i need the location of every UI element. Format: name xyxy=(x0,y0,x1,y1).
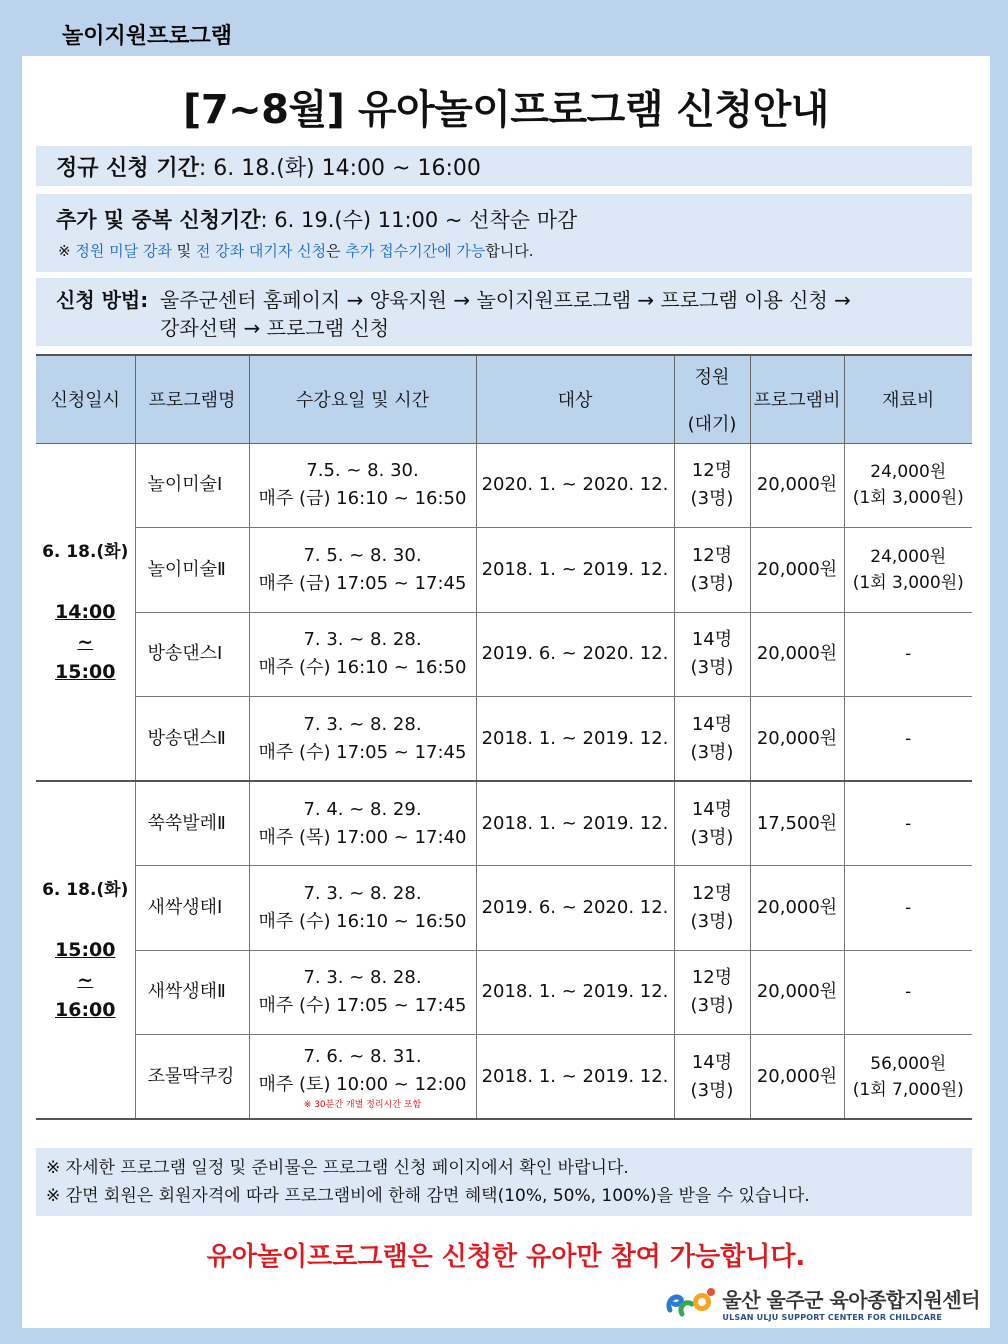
program-name: 방송댄스Ⅰ xyxy=(135,612,249,697)
program-schedule: 7. 3. ~ 8. 28. 매주 (수) 17:05 ~ 17:45 xyxy=(249,950,476,1035)
program-fee: 20,000원 xyxy=(750,697,844,782)
material-fee: - xyxy=(844,697,972,782)
material-fee: - xyxy=(844,866,972,951)
program-table xyxy=(36,354,972,1120)
center-name-english: ULSAN ULJU SUPPORT CENTER FOR CHILDCARE xyxy=(722,1313,942,1322)
col-time: 수강요일 및 시간 xyxy=(249,355,476,443)
program-schedule: 7. 6. ~ 8. 31. 매주 (토) 10:00 ~ 12:00 ※ 30분간 개별 정리시간 포함 xyxy=(249,1035,476,1120)
col-target: 대상 xyxy=(476,355,674,443)
program-schedule: 7. 3. ~ 8. 28. 매주 (수) 17:05 ~ 17:45 xyxy=(249,697,476,782)
program-name: 놀이미술Ⅰ xyxy=(135,443,249,528)
apply-method-label: 신청 방법: xyxy=(56,288,149,312)
notes-box xyxy=(36,1148,972,1216)
program-capacity: 12명 (3명) xyxy=(674,443,750,528)
program-target: 2018. 1. ~ 2019. 12. xyxy=(476,528,674,613)
program-fee: 20,000원 xyxy=(750,866,844,951)
apply-method-line1: 울주군센터 홈페이지 → 양육지원 → 놀이지원프로그램 → 프로그램 이용 신청 → xyxy=(160,288,851,312)
program-target: 2018. 1. ~ 2019. 12. xyxy=(476,781,674,866)
program-target: 2018. 1. ~ 2019. 12. xyxy=(476,697,674,782)
table-row xyxy=(36,443,972,528)
table-header-row xyxy=(36,355,972,443)
table-row xyxy=(36,866,972,951)
program-target: 2019. 6. ~ 2020. 12. xyxy=(476,866,674,951)
group-date-2: 6. 18.(화) 15:00 ~ 16:00 xyxy=(36,781,135,1119)
regular-period-label: 정규 신청 기간 xyxy=(56,155,199,181)
material-fee: - xyxy=(844,950,972,1035)
program-fee: 20,000원 xyxy=(750,1035,844,1120)
material-fee: - xyxy=(844,781,972,866)
program-capacity: 14명 (3명) xyxy=(674,697,750,782)
program-schedule: 7. 3. ~ 8. 28. 매주 (수) 16:10 ~ 16:50 xyxy=(249,612,476,697)
program-schedule: 7. 3. ~ 8. 28. 매주 (수) 16:10 ~ 16:50 xyxy=(249,866,476,951)
note-line: ※ 자세한 프로그램 일정 및 준비물은 프로그램 신청 페이지에서 확인 바랍니다. xyxy=(46,1158,629,1178)
apply-method xyxy=(36,278,972,346)
note-line: ※ 감면 회원은 회원자격에 따라 프로그램비에 한해 감면 혜택(10%, 50%, 100%)을 받을 수 있습니다. xyxy=(46,1186,810,1206)
additional-period-value: : 6. 19.(수) 11:00 ~ 선착순 마감 xyxy=(260,208,578,232)
program-target: 2018. 1. ~ 2019. 12. xyxy=(476,1035,674,1120)
material-fee: 24,000원 (1회 3,000원) xyxy=(844,443,972,528)
table-row xyxy=(36,1035,972,1120)
program-fee: 17,500원 xyxy=(750,781,844,866)
program-fee: 20,000원 xyxy=(750,443,844,528)
program-name: 방송댄스Ⅱ xyxy=(135,697,249,782)
program-capacity: 12명 (3명) xyxy=(674,866,750,951)
section-tab: 놀이지원프로그램 xyxy=(22,12,300,56)
page-title: [7~8월] 유아놀이프로그램 신청안내 xyxy=(183,87,829,133)
program-name: 놀이미술Ⅱ xyxy=(135,528,249,613)
material-fee: 56,000원 (1회 7,000원) xyxy=(844,1035,972,1120)
regular-period xyxy=(36,146,972,186)
center-logo-icon xyxy=(664,1284,716,1322)
program-target: 2020. 1. ~ 2020. 12. xyxy=(476,443,674,528)
center-name-korean: 울산 울주군 육아종합지원센터 xyxy=(722,1288,980,1312)
participation-warning: 유아놀이프로그램은 신청한 유아만 참여 가능합니다. xyxy=(206,1242,806,1272)
program-fee: 20,000원 xyxy=(750,528,844,613)
group-date-1: 6. 18.(화) 14:00 ~ 15:00 xyxy=(36,443,135,781)
program-name: 조물딱쿠킹 xyxy=(135,1035,249,1120)
table-row xyxy=(36,528,972,613)
regular-period-value: : 6. 18.(화) 14:00 ~ 16:00 xyxy=(198,155,481,181)
col-material: 재료비 xyxy=(844,355,972,443)
program-target: 2019. 6. ~ 2020. 12. xyxy=(476,612,674,697)
program-capacity: 14명 (3명) xyxy=(674,612,750,697)
program-capacity: 12명 (3명) xyxy=(674,528,750,613)
col-date: 신청일시 xyxy=(36,355,135,443)
material-fee: 24,000원 (1회 3,000원) xyxy=(844,528,972,613)
program-capacity: 12명 (3명) xyxy=(674,950,750,1035)
additional-period-label: 추가 및 중복 신청기간 xyxy=(56,208,261,232)
program-name: 새싹생태Ⅱ xyxy=(135,950,249,1035)
table-row xyxy=(36,950,972,1035)
additional-note: ※ 정원 미달 강좌 및 전 강좌 대기자 신청은 추가 접수기간에 가능합니다. xyxy=(58,242,534,260)
program-capacity: 14명 (3명) xyxy=(674,1035,750,1120)
program-schedule: 7. 4. ~ 8. 29. 매주 (목) 17:00 ~ 17:40 xyxy=(249,781,476,866)
program-capacity: 14명 (3명) xyxy=(674,781,750,866)
program-name: 새싹생태Ⅰ xyxy=(135,866,249,951)
table-row xyxy=(36,781,972,866)
schedule-note: ※ 30분간 개별 정리시간 포함 xyxy=(303,1099,422,1110)
col-fee: 프로그램비 xyxy=(750,355,844,443)
notice-card xyxy=(22,56,990,1328)
table-row xyxy=(36,697,972,782)
program-fee: 20,000원 xyxy=(750,950,844,1035)
col-capacity: 정원 (대기) xyxy=(674,355,750,443)
center-logo xyxy=(664,1284,980,1322)
table-row xyxy=(36,612,972,697)
program-schedule: 7.5. ~ 8. 30. 매주 (금) 16:10 ~ 16:50 xyxy=(249,443,476,528)
additional-period xyxy=(36,194,972,272)
material-fee: - xyxy=(844,612,972,697)
program-target: 2018. 1. ~ 2019. 12. xyxy=(476,950,674,1035)
apply-method-line2: 강좌선택 → 프로그램 신청 xyxy=(160,316,390,340)
program-schedule: 7. 5. ~ 8. 30. 매주 (금) 17:05 ~ 17:45 xyxy=(249,528,476,613)
program-fee: 20,000원 xyxy=(750,612,844,697)
program-name: 쑥쑥발레Ⅱ xyxy=(135,781,249,866)
col-name: 프로그램명 xyxy=(135,355,249,443)
